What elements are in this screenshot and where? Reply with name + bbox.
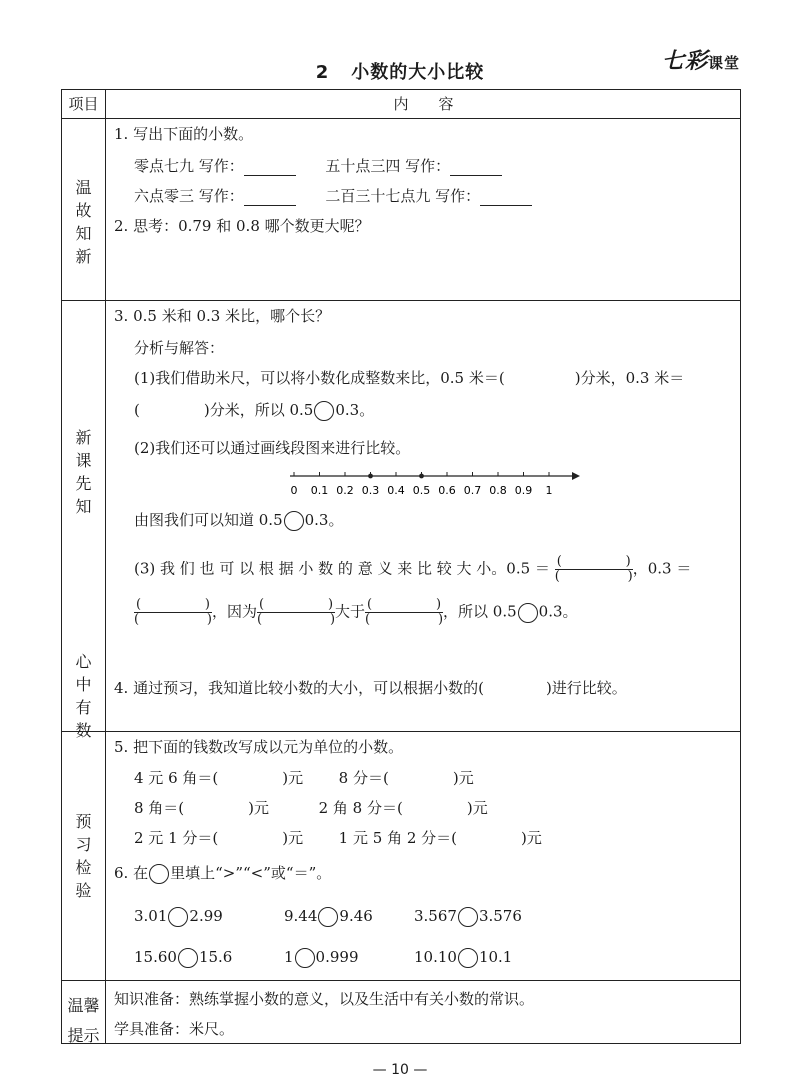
compare-circle[interactable] bbox=[168, 907, 188, 927]
number-line-label: 0.1 bbox=[310, 484, 329, 497]
header-content: 内 容 bbox=[393, 95, 454, 113]
number-line-label: 0.3 bbox=[361, 484, 380, 497]
number-line-label: 0.8 bbox=[489, 484, 507, 497]
section-xinzhong: 心中有数 bbox=[75, 652, 92, 740]
q5-row2: 8 角＝( )元 2 角 8 分＝( )元 bbox=[134, 799, 488, 817]
tip-knowledge: 知识准备：熟练掌握小数的意义，以及生活中有关小数的常识。 bbox=[114, 990, 535, 1008]
compare-circle[interactable] bbox=[318, 907, 338, 927]
fraction-blank[interactable]: ( ) ( ) bbox=[365, 597, 444, 627]
number-line-point bbox=[368, 474, 373, 479]
circle-symbol-icon bbox=[149, 864, 169, 884]
q5-row1: 4 元 6 角＝( )元 8 分＝( )元 bbox=[134, 769, 474, 787]
q3-part1-line1: (1)我们借助米尺，可以将小数化成整数来比，0.5 米＝( )分米，0.3 米＝ bbox=[134, 369, 685, 387]
section-yuxi: 预习检验 bbox=[75, 812, 92, 900]
answer-blank[interactable] bbox=[480, 189, 532, 206]
q6-row1: 3.01 2.99 9.44 9.46 3.567 3.576 bbox=[134, 907, 522, 925]
column-divider bbox=[105, 90, 106, 1043]
row-divider bbox=[62, 118, 740, 119]
fraction-blank[interactable]: ( ) ( ) bbox=[257, 597, 336, 627]
q1-row1: 零点七九 写作： 五十点三四 写作： bbox=[134, 156, 502, 176]
compare-circle[interactable] bbox=[518, 603, 538, 623]
answer-blank[interactable] bbox=[450, 159, 502, 176]
section-tips: 温馨 提示 bbox=[67, 996, 100, 1045]
number-line-point bbox=[419, 474, 424, 479]
header-item: 项目 bbox=[68, 95, 99, 113]
brand-logo bbox=[662, 44, 740, 75]
q3-part2-result: 由图我们可以知道 0.5 0.3。 bbox=[134, 511, 344, 529]
row-divider bbox=[62, 731, 740, 732]
brand-suffix: 课堂 bbox=[707, 54, 740, 72]
row-divider bbox=[62, 300, 740, 301]
answer-blank[interactable] bbox=[244, 189, 296, 206]
brand-name: 七彩 bbox=[661, 49, 708, 74]
number-line-label: 1 bbox=[545, 484, 553, 497]
worksheet-table bbox=[61, 89, 741, 1044]
number-line-arrow bbox=[572, 472, 580, 480]
number-line-label: 0.9 bbox=[514, 484, 533, 497]
compare-circle[interactable] bbox=[458, 948, 478, 968]
q1-stem: 1. 写出下面的小数。 bbox=[114, 125, 254, 143]
compare-circle[interactable] bbox=[178, 948, 198, 968]
q5-row3: 2 元 1 分＝( )元 1 元 5 角 2 分＝( )元 bbox=[134, 829, 542, 847]
q5-stem: 5. 把下面的钱数改写成以元为单位的小数。 bbox=[114, 738, 404, 756]
number-line-label: 0.6 bbox=[438, 484, 456, 497]
compare-circle[interactable] bbox=[458, 907, 478, 927]
lesson-number: 2 bbox=[315, 62, 330, 83]
number-line-label: 0.2 bbox=[336, 484, 354, 497]
number-line-label: 0.7 bbox=[463, 484, 482, 497]
q3-analysis: 分析与解答： bbox=[134, 339, 225, 357]
q3-part1-line2: ( )分米，所以 0.5 0.3。 bbox=[134, 401, 375, 419]
fraction-blank[interactable]: ( ) ( ) bbox=[134, 597, 212, 627]
number-line-label: 0.4 bbox=[387, 484, 405, 497]
q3-part3-line1: (3) 我 们 也 可 以 根 据 小 数 的 意 义 来 比 较 大 小。0.5 ＝ ( ) ( ) ，0.3 ＝ bbox=[134, 554, 692, 584]
q4: 4. 通过预习，我知道比较小数的大小，可以根据小数的( )进行比较。 bbox=[114, 679, 627, 697]
number-line-label: 0.5 bbox=[412, 484, 431, 497]
q2-stem: 2. 思考：0.79 和 0.8 哪个数更大呢？ bbox=[114, 217, 370, 235]
number-line-label: 0 bbox=[290, 484, 298, 497]
compare-circle[interactable] bbox=[284, 511, 304, 531]
fraction-blank[interactable]: ( ) ( ) bbox=[554, 554, 633, 584]
page-number: — 10 — bbox=[372, 1062, 428, 1078]
q6-row2: 15.60 15.6 1 0.999 10.10 10.1 bbox=[134, 948, 513, 966]
answer-blank[interactable] bbox=[244, 159, 296, 176]
q1-row2: 六点零三 写作： 二百三十七点九 写作： bbox=[134, 186, 532, 206]
row-divider bbox=[62, 980, 740, 981]
q3-part2: (2)我们还可以通过画线段图来进行比较。 bbox=[134, 439, 411, 457]
section-wengu: 温故知新 bbox=[75, 178, 92, 266]
q6-stem: 6. 在 里填上“>”“<”或“＝”。 bbox=[114, 864, 332, 882]
compare-circle[interactable] bbox=[314, 401, 334, 421]
q3-part3-line2: ( ) ( ) ，因为 ( ) ( ) 大于 ( ) ( ) ，所以 0.5 0.3。 bbox=[134, 597, 578, 627]
tip-tools: 学具准备：米尺。 bbox=[114, 1020, 235, 1038]
lesson-title: 小数的大小比较 bbox=[351, 62, 485, 83]
q3-stem: 3. 0.5 米和 0.3 米比，哪个长？ bbox=[114, 307, 331, 325]
section-xinke: 新课先知 bbox=[75, 428, 92, 516]
compare-circle[interactable] bbox=[295, 948, 315, 968]
number-line bbox=[282, 466, 582, 502]
